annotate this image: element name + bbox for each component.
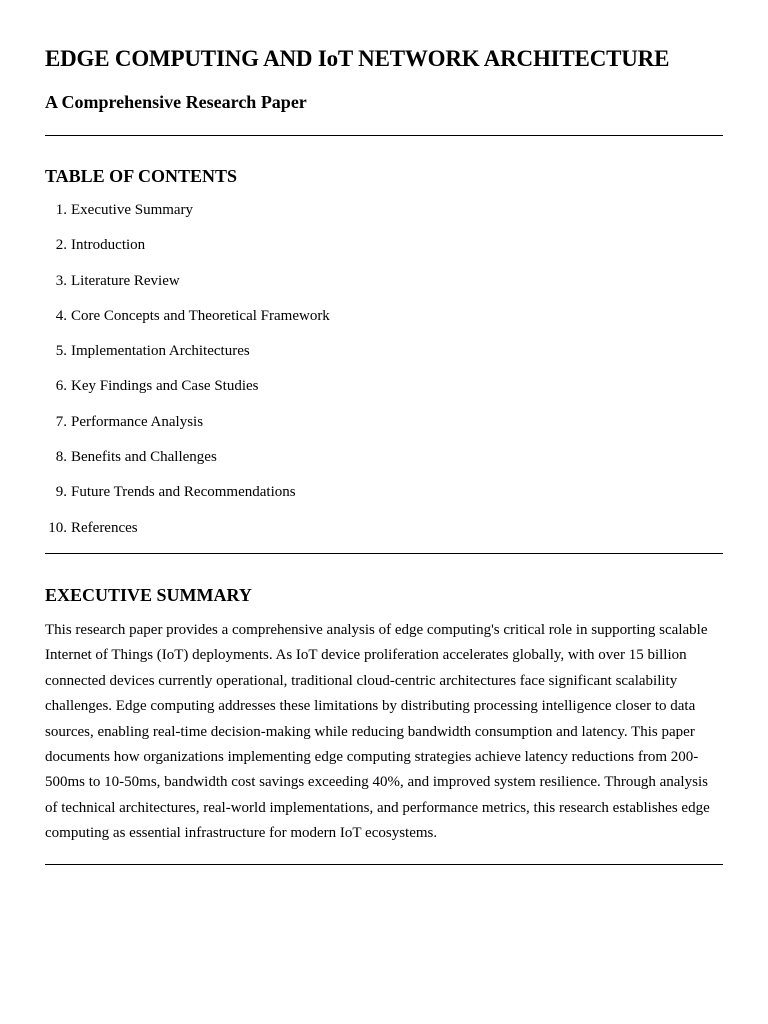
toc-item-number: 7. — [55, 413, 67, 430]
executive-summary-paragraph: This research paper provides a comprehensive analysis of edge computing's critical role in supporting scalable Internet of Things (IoT) deployments. As IoT device proliferation accelerates globally, with over 15 billion connected devices currently operational, traditional cloud-centric architectures face significant scalability challenges. Edge computing addresses these limitations by distributing processing intelligence closer to data sources, enabling real-time decision-making while reducing bandwidth consumption and latency. This paper documents how organizations implementing edge computing strategies achieve latency reductions from 200-500ms to 10-50ms, bandwidth cost savings exceeding 40%, and improved system resilience. Through analysis of technical architectures, real-world implementations, and performance metrics, this research establishes edge computing as essential infrastructure for modern IoT ecosystems. — [45, 621, 710, 842]
section-divider — [45, 553, 723, 554]
toc-item-label: Performance Analysis — [71, 413, 204, 430]
toc-item — [45, 235, 723, 270]
toc-item — [45, 518, 723, 553]
toc-item-number: 8. — [55, 449, 67, 466]
toc-item-number: 10. — [48, 519, 67, 536]
toc-item-label: Implementation Architectures — [71, 343, 250, 360]
section-divider — [45, 864, 723, 865]
toc-item-label: Future Trends and Recommendations — [71, 484, 296, 501]
toc-item-label: Introduction — [71, 237, 146, 254]
toc-item-label: Core Concepts and Theoretical Framework — [71, 307, 330, 324]
toc-item — [45, 482, 723, 517]
toc-item — [45, 341, 723, 376]
toc-item-number: 1. — [55, 202, 67, 218]
document-title: EDGE COMPUTING AND IoT NETWORK ARCHITECTURE — [45, 46, 670, 71]
toc-item-number: 6. — [55, 378, 67, 395]
toc-item — [45, 412, 723, 447]
toc-item-label: Literature Review — [71, 272, 180, 289]
toc-item — [45, 447, 723, 482]
toc-item-label: Benefits and Challenges — [71, 449, 217, 466]
toc-item-label: Key Findings and Case Studies — [71, 378, 259, 395]
toc-item-number: 4. — [55, 307, 67, 324]
toc-item — [45, 271, 723, 306]
toc-item — [45, 376, 723, 411]
toc-item-number: 2. — [55, 237, 67, 254]
toc-item-number: 5. — [55, 343, 67, 360]
toc-item-label: References — [71, 519, 138, 536]
toc-item-number: 3. — [55, 272, 67, 289]
document-subtitle: A Comprehensive Research Paper — [45, 92, 307, 112]
toc-list — [45, 200, 723, 553]
toc-heading: TABLE OF CONTENTS — [45, 166, 238, 186]
toc-item-number: 9. — [55, 484, 67, 501]
executive-summary-heading: EXECUTIVE SUMMARY — [45, 584, 252, 605]
section-divider — [45, 135, 723, 136]
toc-item — [45, 200, 723, 235]
toc-item — [45, 306, 723, 341]
toc-item-label: Executive Summary — [71, 202, 194, 218]
